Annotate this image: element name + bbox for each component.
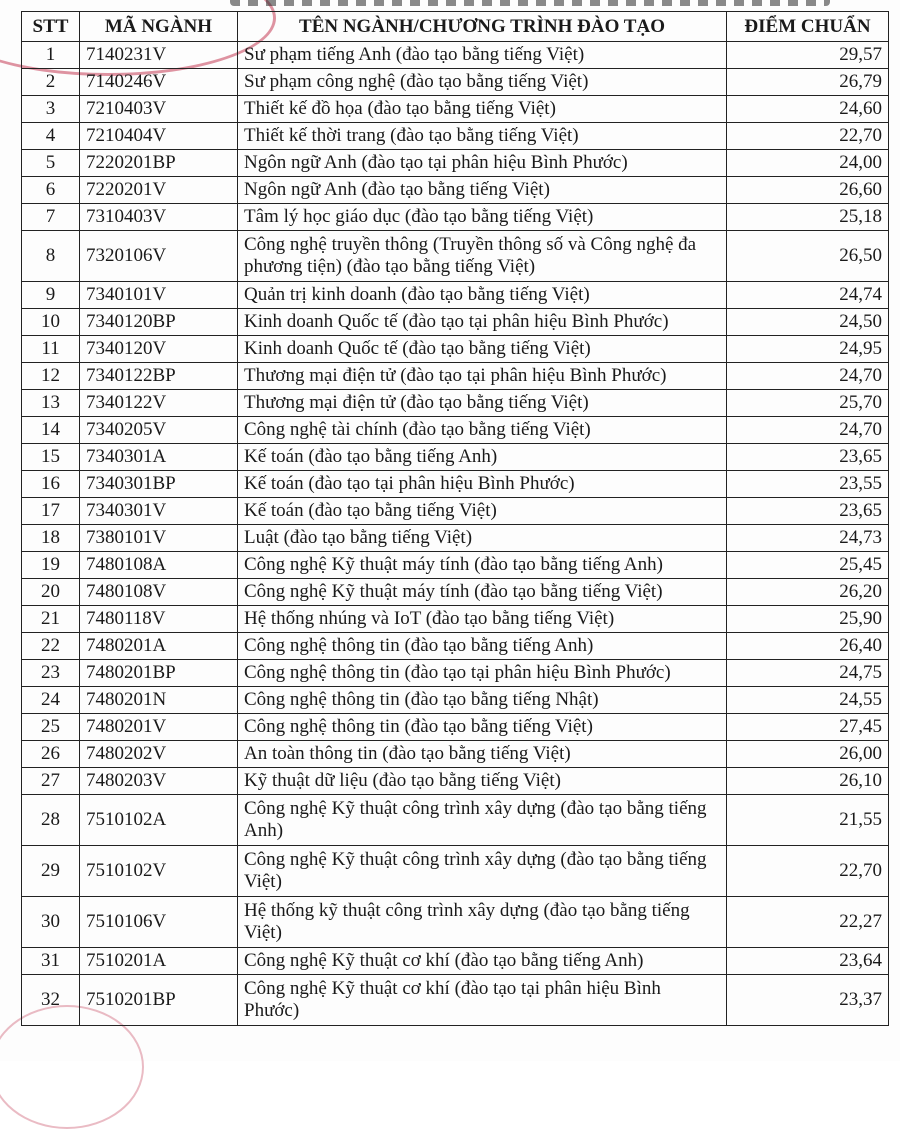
row-benchmark-score: 25,70 (727, 390, 889, 417)
row-program-name: Kế toán (đào tạo tại phân hiệu Bình Phước) (238, 471, 727, 498)
table-body (22, 42, 889, 1026)
row-stt: 27 (22, 768, 80, 795)
row-stt: 13 (22, 390, 80, 417)
table-row (22, 741, 889, 768)
row-major-code: 7510201BP (80, 975, 238, 1026)
row-stt: 28 (22, 795, 80, 846)
row-major-code: 7340120BP (80, 309, 238, 336)
row-program-name: Ngôn ngữ Anh (đào tạo bằng tiếng Việt) (238, 177, 727, 204)
row-program-name: Kỹ thuật dữ liệu (đào tạo bằng tiếng Việt) (238, 768, 727, 795)
row-program-name: Công nghệ tài chính (đào tạo bằng tiếng Việt) (238, 417, 727, 444)
row-benchmark-score: 23,55 (727, 471, 889, 498)
row-program-name: Quản trị kinh doanh (đào tạo bằng tiếng Việt) (238, 282, 727, 309)
row-major-code: 7480201V (80, 714, 238, 741)
row-program-name: Công nghệ thông tin (đào tạo bằng tiếng Anh) (238, 633, 727, 660)
row-benchmark-score: 24,50 (727, 309, 889, 336)
row-program-name: Tâm lý học giáo dục (đào tạo bằng tiếng Việt) (238, 204, 727, 231)
row-stt: 18 (22, 525, 80, 552)
row-major-code: 7140231V (80, 42, 238, 69)
row-major-code: 7480201BP (80, 660, 238, 687)
table-row (22, 633, 889, 660)
row-major-code: 7340205V (80, 417, 238, 444)
row-major-code: 7480108A (80, 552, 238, 579)
row-major-code: 7340122V (80, 390, 238, 417)
table-row (22, 846, 889, 897)
table-row (22, 795, 889, 846)
row-stt: 30 (22, 897, 80, 948)
table-row (22, 204, 889, 231)
row-major-code: 7140246V (80, 69, 238, 96)
row-benchmark-score: 26,40 (727, 633, 889, 660)
table-row (22, 231, 889, 282)
table-row (22, 42, 889, 69)
row-benchmark-score: 26,79 (727, 69, 889, 96)
row-major-code: 7340120V (80, 336, 238, 363)
row-major-code: 7340301A (80, 444, 238, 471)
row-major-code: 7340122BP (80, 363, 238, 390)
table-row (22, 336, 889, 363)
header-major-code: MÃ NGÀNH (80, 12, 238, 42)
table-row (22, 123, 889, 150)
row-benchmark-score: 23,65 (727, 444, 889, 471)
cropped-heading-fragment (230, 0, 830, 6)
row-benchmark-score: 26,00 (727, 741, 889, 768)
table-row (22, 417, 889, 444)
row-major-code: 7480201A (80, 633, 238, 660)
row-program-name: Thương mại điện tử (đào tạo bằng tiếng Việt) (238, 390, 727, 417)
row-benchmark-score: 25,45 (727, 552, 889, 579)
row-benchmark-score: 26,20 (727, 579, 889, 606)
table-row (22, 897, 889, 948)
row-benchmark-score: 23,65 (727, 498, 889, 525)
row-benchmark-score: 24,55 (727, 687, 889, 714)
row-stt: 9 (22, 282, 80, 309)
row-program-name: Kế toán (đào tạo bằng tiếng Việt) (238, 498, 727, 525)
row-program-name: Hệ thống kỹ thuật công trình xây dựng (đào tạo bằng tiếng Việt) (238, 897, 727, 948)
row-stt: 11 (22, 336, 80, 363)
row-stt: 24 (22, 687, 80, 714)
row-major-code: 7510102V (80, 846, 238, 897)
header-stt: STT (22, 12, 80, 42)
table-row (22, 579, 889, 606)
row-stt: 4 (22, 123, 80, 150)
table-row (22, 390, 889, 417)
row-benchmark-score: 24,95 (727, 336, 889, 363)
row-stt: 19 (22, 552, 80, 579)
row-program-name: Kinh doanh Quốc tế (đào tạo bằng tiếng Việt) (238, 336, 727, 363)
row-stt: 23 (22, 660, 80, 687)
row-benchmark-score: 24,60 (727, 96, 889, 123)
table-row (22, 444, 889, 471)
row-benchmark-score: 22,70 (727, 846, 889, 897)
table-row (22, 150, 889, 177)
row-benchmark-score: 24,73 (727, 525, 889, 552)
table-row (22, 606, 889, 633)
table-row (22, 498, 889, 525)
header-program-name: TÊN NGÀNH/CHƯƠNG TRÌNH ĐÀO TẠO (238, 12, 727, 42)
table-header-row (22, 12, 889, 42)
row-stt: 5 (22, 150, 80, 177)
row-benchmark-score: 24,70 (727, 363, 889, 390)
row-stt: 22 (22, 633, 80, 660)
row-major-code: 7210403V (80, 96, 238, 123)
row-program-name: An toàn thông tin (đào tạo bằng tiếng Việt) (238, 741, 727, 768)
row-benchmark-score: 27,45 (727, 714, 889, 741)
row-program-name: Kinh doanh Quốc tế (đào tạo tại phân hiệu Bình Phước) (238, 309, 727, 336)
row-stt: 21 (22, 606, 80, 633)
row-major-code: 7220201V (80, 177, 238, 204)
row-benchmark-score: 24,74 (727, 282, 889, 309)
row-program-name: Công nghệ Kỹ thuật cơ khí (đào tạo bằng tiếng Anh) (238, 948, 727, 975)
row-program-name: Sư phạm tiếng Anh (đào tạo bằng tiếng Việt) (238, 42, 727, 69)
row-benchmark-score: 24,70 (727, 417, 889, 444)
row-stt: 20 (22, 579, 80, 606)
header-benchmark-score: ĐIỂM CHUẨN (727, 12, 889, 42)
table-row (22, 69, 889, 96)
row-program-name: Luật (đào tạo bằng tiếng Việt) (238, 525, 727, 552)
row-major-code: 7480118V (80, 606, 238, 633)
row-program-name: Công nghệ Kỹ thuật cơ khí (đào tạo tại phân hiệu Bình Phước) (238, 975, 727, 1026)
row-stt: 15 (22, 444, 80, 471)
row-major-code: 7340101V (80, 282, 238, 309)
table-row (22, 525, 889, 552)
row-stt: 3 (22, 96, 80, 123)
row-major-code: 7320106V (80, 231, 238, 282)
table-row (22, 471, 889, 498)
row-program-name: Công nghệ Kỹ thuật máy tính (đào tạo bằng tiếng Việt) (238, 579, 727, 606)
row-major-code: 7220201BP (80, 150, 238, 177)
table-row (22, 177, 889, 204)
row-stt: 31 (22, 948, 80, 975)
row-program-name: Sư phạm công nghệ (đào tạo bằng tiếng Việt) (238, 69, 727, 96)
row-stt: 12 (22, 363, 80, 390)
row-benchmark-score: 26,10 (727, 768, 889, 795)
row-major-code: 7480201N (80, 687, 238, 714)
row-major-code: 7480108V (80, 579, 238, 606)
table-row (22, 714, 889, 741)
row-benchmark-score: 25,90 (727, 606, 889, 633)
row-major-code: 7510102A (80, 795, 238, 846)
row-program-name: Công nghệ thông tin (đào tạo tại phân hiệu Bình Phước) (238, 660, 727, 687)
row-stt: 16 (22, 471, 80, 498)
row-stt: 8 (22, 231, 80, 282)
table-row (22, 768, 889, 795)
row-major-code: 7510106V (80, 897, 238, 948)
row-program-name: Hệ thống nhúng và IoT (đào tạo bằng tiếng Việt) (238, 606, 727, 633)
row-program-name: Ngôn ngữ Anh (đào tạo tại phân hiệu Bình Phước) (238, 150, 727, 177)
row-program-name: Công nghệ truyền thông (Truyền thông số và Công nghệ đa phương tiện) (đào tạo bằng tiếng Việt) (238, 231, 727, 282)
row-program-name: Thiết kế thời trang (đào tạo bằng tiếng Việt) (238, 123, 727, 150)
row-benchmark-score: 29,57 (727, 42, 889, 69)
row-benchmark-score: 23,37 (727, 975, 889, 1026)
row-benchmark-score: 26,50 (727, 231, 889, 282)
row-program-name: Kế toán (đào tạo bằng tiếng Anh) (238, 444, 727, 471)
row-major-code: 7210404V (80, 123, 238, 150)
row-benchmark-score: 25,18 (727, 204, 889, 231)
admission-score-table (21, 11, 889, 1026)
row-stt: 14 (22, 417, 80, 444)
row-stt: 17 (22, 498, 80, 525)
row-major-code: 7480203V (80, 768, 238, 795)
table-row (22, 363, 889, 390)
row-program-name: Công nghệ thông tin (đào tạo bằng tiếng Việt) (238, 714, 727, 741)
row-program-name: Công nghệ Kỹ thuật máy tính (đào tạo bằng tiếng Anh) (238, 552, 727, 579)
row-stt: 6 (22, 177, 80, 204)
row-major-code: 7310403V (80, 204, 238, 231)
row-stt: 26 (22, 741, 80, 768)
row-program-name: Thiết kế đồ họa (đào tạo bằng tiếng Việt) (238, 96, 727, 123)
table-row (22, 948, 889, 975)
row-benchmark-score: 24,00 (727, 150, 889, 177)
row-major-code: 7340301V (80, 498, 238, 525)
row-program-name: Công nghệ Kỹ thuật công trình xây dựng (đào tạo bằng tiếng Việt) (238, 846, 727, 897)
row-benchmark-score: 24,75 (727, 660, 889, 687)
row-stt: 25 (22, 714, 80, 741)
table-row (22, 975, 889, 1026)
row-major-code: 7340301BP (80, 471, 238, 498)
row-stt: 29 (22, 846, 80, 897)
row-stt: 10 (22, 309, 80, 336)
row-benchmark-score: 26,60 (727, 177, 889, 204)
table-row (22, 687, 889, 714)
table-row (22, 96, 889, 123)
table-row (22, 552, 889, 579)
table-row (22, 660, 889, 687)
row-stt: 2 (22, 69, 80, 96)
row-benchmark-score: 22,70 (727, 123, 889, 150)
row-major-code: 7480202V (80, 741, 238, 768)
row-benchmark-score: 23,64 (727, 948, 889, 975)
row-benchmark-score: 21,55 (727, 795, 889, 846)
row-program-name: Công nghệ thông tin (đào tạo bằng tiếng Nhật) (238, 687, 727, 714)
row-benchmark-score: 22,27 (727, 897, 889, 948)
table-row (22, 309, 889, 336)
row-major-code: 7510201A (80, 948, 238, 975)
row-stt: 1 (22, 42, 80, 69)
row-program-name: Công nghệ Kỹ thuật công trình xây dựng (đào tạo bằng tiếng Anh) (238, 795, 727, 846)
row-stt: 32 (22, 975, 80, 1026)
row-major-code: 7380101V (80, 525, 238, 552)
row-stt: 7 (22, 204, 80, 231)
table-row (22, 282, 889, 309)
row-program-name: Thương mại điện tử (đào tạo tại phân hiệu Bình Phước) (238, 363, 727, 390)
